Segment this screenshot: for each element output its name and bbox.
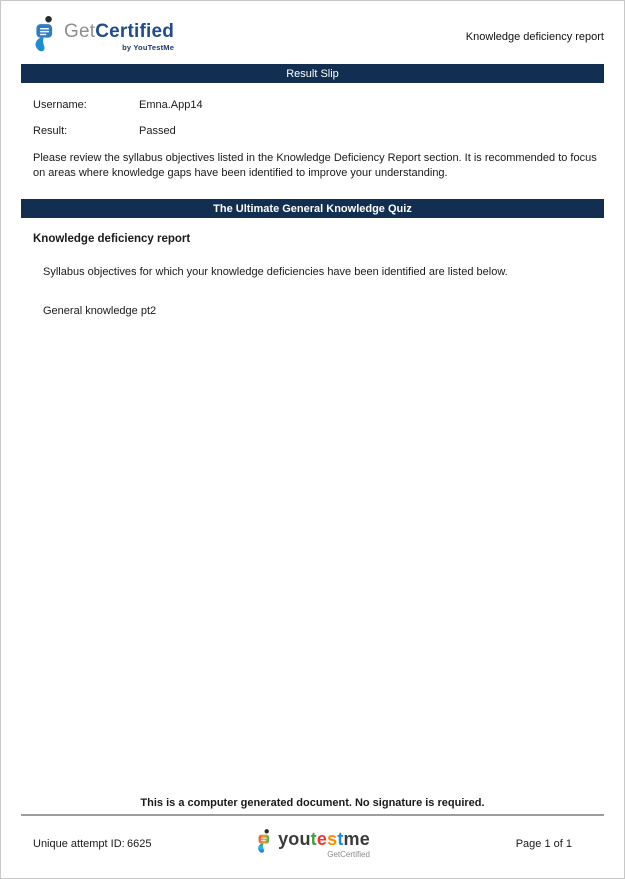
generated-note: This is a computer generated document. No signature is required. (140, 797, 485, 809)
syllabus-objective: General knowledge pt2 (43, 305, 157, 318)
quiz-title-bar: The Ultimate General Knowledge Quiz (21, 199, 604, 218)
result-slip-bar: Result Slip (21, 64, 604, 83)
result-value: Passed (139, 125, 176, 137)
youtestme-logo-icon (255, 824, 273, 864)
username-value: Emna.App14 (139, 99, 203, 111)
youtestme-logo (255, 824, 370, 864)
getcertified-byline: by YouTestMe (122, 43, 175, 52)
result-slip-document (1, 1, 624, 878)
getcertified-logo (21, 14, 174, 60)
section-heading: Knowledge deficiency report (33, 233, 191, 246)
attempt-id-row (21, 838, 236, 850)
attempt-id-value: 6625 (127, 838, 152, 850)
youtestme-wordmark-text: youtestme (278, 829, 370, 849)
youtestme-wordmark (278, 830, 370, 859)
getcertified-wordmark (64, 22, 174, 52)
attempt-id-label: Unique attempt ID: (33, 838, 125, 850)
review-notice: Please review the syllabus objectives listed in the Knowledge Deficiency Report section. It is recommended to focus on areas where knowledge gaps have been identified to improve your understanding. (33, 152, 597, 179)
result-row (33, 125, 604, 137)
section-description: Syllabus objectives for which your knowledge deficiencies have been identified are listed below. (43, 266, 508, 279)
page-number: Page 1 of 1 (515, 838, 572, 850)
username-label: Username: (33, 99, 87, 111)
result-label: Result: (33, 125, 68, 137)
report-title: Knowledge deficiency report (465, 31, 604, 43)
footer-divider (21, 814, 604, 816)
result-fields (21, 99, 604, 151)
document-bottom (21, 797, 604, 864)
document-footer (21, 824, 604, 864)
document-header (21, 14, 604, 56)
getcertified-logo-icon (31, 14, 58, 60)
youtestme-sub-label: GetCertified (327, 850, 370, 859)
username-row (33, 99, 604, 111)
getcertified-wordmark-text: GetCertified (64, 21, 175, 42)
